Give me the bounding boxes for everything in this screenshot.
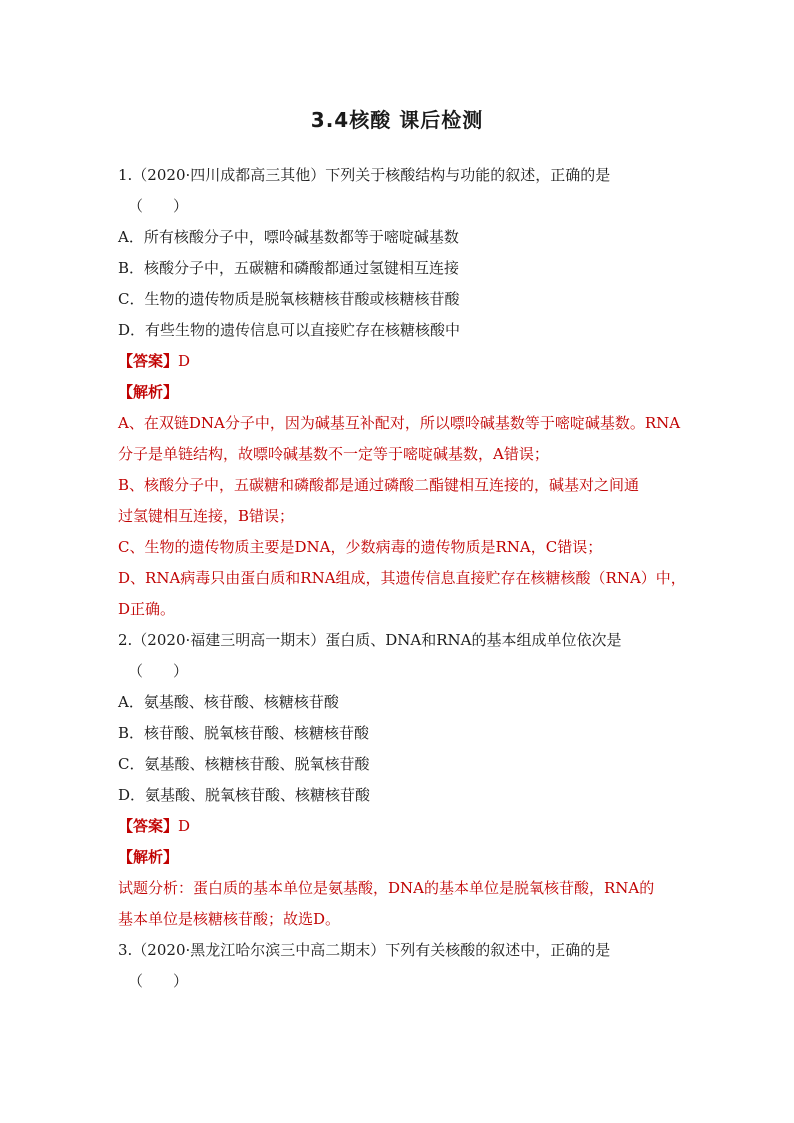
option-c: C．生物的遗传物质是脱氧核糖核苷酸或核糖核苷酸 <box>118 290 460 308</box>
question-list <box>118 160 686 997</box>
answer-label: 【答案】 <box>118 352 179 370</box>
answer-label: 【答案】 <box>118 817 179 835</box>
analysis-line: C、生物的遗传物质主要是DNA，少数病毒的遗传物质是RNA，C错误； <box>118 538 603 556</box>
answer-value: D <box>178 817 191 835</box>
option-b: B．核苷酸、脱氧核苷酸、核糖核苷酸 <box>118 724 370 742</box>
analysis-label: 【解析】 <box>118 848 179 866</box>
analysis-line: D正确。 <box>118 600 176 618</box>
answer-value: D <box>178 352 191 370</box>
option-b: B．核酸分子中，五碳糖和磷酸都通过氢键相互连接 <box>118 259 460 277</box>
question-2 <box>118 625 678 935</box>
question-3 <box>118 935 678 997</box>
option-a: A．所有核酸分子中，嘌呤碱基数都等于嘧啶碱基数 <box>118 228 459 246</box>
analysis-line: A、在双链DNA分子中，因为碱基互补配对，所以嘌呤碱基数等于嘧啶碱基数。RNA <box>118 414 681 432</box>
question-stem: 3.（2020·黑龙江哈尔滨三中高二期末）下列有关核酸的叙述中，正确的是 <box>118 941 611 959</box>
analysis-label: 【解析】 <box>118 383 179 401</box>
analysis-line: 基本单位是核糖核苷酸；故选D。 <box>118 910 341 928</box>
question-stem: 2.（2020·福建三明高一期末）蛋白质、DNA和RNA的基本组成单位依次是 <box>118 631 622 649</box>
answer-blank: （ ） <box>128 972 189 990</box>
answer-line <box>118 346 678 377</box>
option-c: C．氨基酸、核糖核苷酸、脱氧核苷酸 <box>118 755 370 773</box>
answer-blank: （ ） <box>128 197 189 215</box>
question-1 <box>118 160 686 625</box>
page-title: 3.4核酸 课后检测 <box>310 108 484 132</box>
analysis-line: D、RNA病毒只由蛋白质和RNA组成，其遗传信息直接贮存在核糖核酸（RNA）中， <box>118 569 686 587</box>
option-d: D．氨基酸、脱氧核苷酸、核糖核苷酸 <box>118 786 371 804</box>
answer-line <box>118 811 678 842</box>
analysis-line: 分子是单链结构，故嘌呤碱基数不一定等于嘧啶碱基数，A错误； <box>118 445 549 463</box>
option-d: D．有些生物的遗传信息可以直接贮存在核糖核酸中 <box>118 321 461 339</box>
analysis-line: B、核酸分子中，五碳糖和磷酸都是通过磷酸二酯键相互连接的，碱基对之间通 <box>118 476 640 494</box>
analysis-line: 试题分析：蛋白质的基本单位是氨基酸，DNA的基本单位是脱氧核苷酸，RNA的 <box>118 879 655 897</box>
question-stem: 1.（2020·四川成都高三其他）下列关于核酸结构与功能的叙述，正确的是 <box>118 166 611 184</box>
answer-blank: （ ） <box>128 662 189 680</box>
option-a: A．氨基酸、核苷酸、核糖核苷酸 <box>118 693 339 711</box>
analysis-line: 过氢键相互连接，B错误； <box>118 507 295 525</box>
